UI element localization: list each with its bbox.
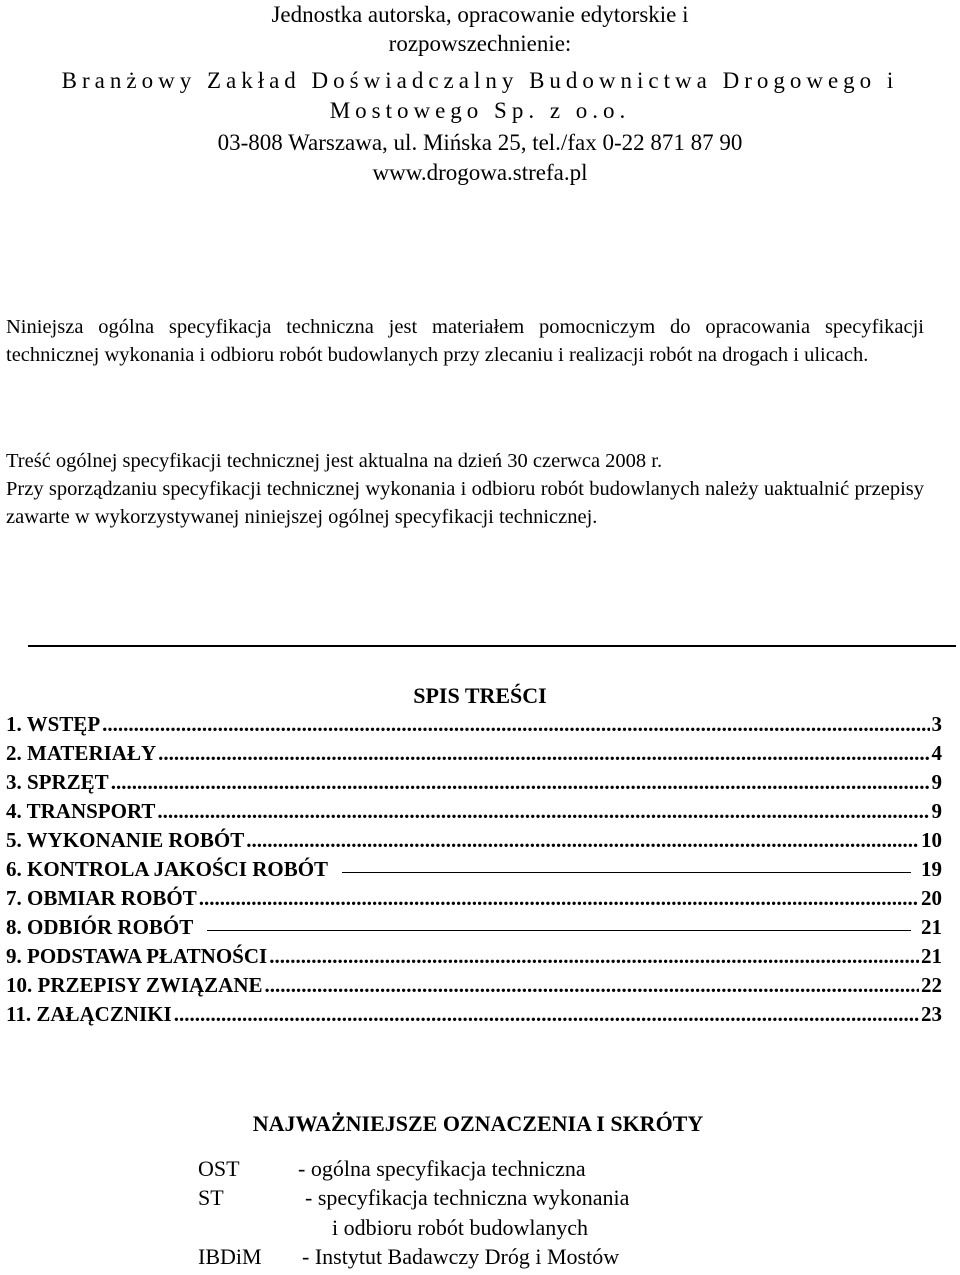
- abbreviation-key-st: ST: [198, 1185, 224, 1210]
- header-distribution-line: rozpowszechnienie:: [388, 31, 572, 56]
- toc-leader: [342, 872, 911, 873]
- section-divider: [28, 645, 956, 647]
- company-address: 03-808 Warszawa, ul. Mińska 25, tel./fax 0-22 871 87 90: [217, 130, 743, 155]
- toc-entry[interactable]: [6, 824, 942, 853]
- toc-entry[interactable]: [6, 969, 942, 998]
- toc-entry-page: 10: [921, 828, 942, 852]
- toc-leader: [111, 769, 930, 795]
- toc-entry-page: 9: [931, 770, 942, 794]
- toc-entry-label: 7. OBMIAR ROBÓT: [6, 886, 197, 910]
- validity-date-line: Treść ogólnej specyfikacji technicznej jest aktualna na dzień 30 czerwca 2008 r.: [6, 450, 663, 472]
- toc-entry-label: 2. MATERIAŁY: [6, 741, 157, 765]
- toc-entry-label: 4. TRANSPORT: [6, 799, 156, 823]
- header-authorship-line: Jednostka autorska, opracowanie edytorskie i: [271, 2, 689, 27]
- toc-entry-page: 9: [931, 799, 942, 823]
- toc-entry-page: 21: [921, 915, 942, 939]
- toc-entry[interactable]: [6, 795, 942, 824]
- abbreviations-title: NAJWAŻNIEJSZE OZNACZENIA I SKRÓTY: [252, 1111, 704, 1136]
- toc-leader: [207, 930, 911, 931]
- toc-entry-label: 10. PRZEPISY ZWIĄZANE: [6, 973, 263, 997]
- toc-leader: [246, 827, 919, 853]
- company-name-line1: Branżowy Zakład Doświadczalny Budownictwa Drogowego i: [61, 68, 899, 93]
- abbreviation-key-ibdim: IBDiM: [198, 1244, 262, 1269]
- abbreviation-definition-st-continued: i odbioru robót budowlanych: [332, 1215, 589, 1240]
- toc-entry[interactable]: [6, 737, 942, 766]
- intro-paragraph: Niniejsza ogólna specyfikacja techniczna jest materiałem pomocniczym do opracowania specyfikacji technicznej wykonania i odbioru robót budowlanych przy zlecaniu i realizacji robót na drogach i ulicach.: [6, 316, 924, 366]
- toc-leader: [102, 711, 929, 737]
- toc-leader: [265, 972, 919, 998]
- toc-title: SPIS TREŚCI: [413, 683, 547, 708]
- toc-leader: [158, 740, 929, 766]
- abbreviation-key-ost: OST: [198, 1156, 240, 1181]
- abbreviation-definition-ost: - ogólna specyfikacja techniczna: [298, 1156, 586, 1181]
- toc-entry[interactable]: [6, 766, 942, 795]
- company-name-line2: Mostowego Sp. z o.o.: [329, 98, 631, 123]
- toc-entry-page: 3: [931, 712, 942, 736]
- toc-entry[interactable]: [6, 940, 942, 969]
- toc-entry-label: 6. KONTROLA JAKOŚCI ROBÓT: [6, 857, 329, 881]
- toc-entry-page: 19: [921, 857, 942, 881]
- toc-entry-page: 23: [921, 1002, 942, 1026]
- toc-entry-label: 5. WYKONANIE ROBÓT: [6, 828, 245, 852]
- toc-entry-label: 11. ZAŁĄCZNIKI: [6, 1002, 172, 1026]
- toc-entry-label: 1. WSTĘP: [6, 712, 101, 736]
- toc-entry-page: 22: [921, 973, 942, 997]
- toc-entry-label: 9. PODSTAWA PŁATNOŚCI: [6, 944, 268, 968]
- abbreviation-definition-st: - specyfikacja techniczna wykonania: [305, 1185, 630, 1210]
- toc-leader: [174, 1001, 919, 1027]
- toc-entry-page: 20: [921, 886, 942, 910]
- toc-leader: [199, 885, 919, 911]
- toc-entry[interactable]: [6, 853, 942, 882]
- toc-entry-page: 21: [921, 944, 942, 968]
- abbreviation-definition-ibdim: - Instytut Badawczy Dróg i Mostów: [302, 1244, 620, 1269]
- toc-entry-label: 3. SPRZĘT: [6, 770, 109, 794]
- toc-leader: [157, 798, 929, 824]
- toc-entry-label: 8. ODBIÓR ROBÓT: [6, 915, 194, 939]
- toc-entry[interactable]: [6, 998, 942, 1027]
- toc-entry[interactable]: [6, 882, 942, 911]
- update-note-paragraph: Przy sporządzaniu specyfikacji technicznej wykonania i odbioru robót budowlanych należy uaktualnić przepisy zawarte w wykorzystywanej niniejszej ogólnej specyfikacji technicznej.: [6, 478, 924, 528]
- company-website[interactable]: www.drogowa.strefa.pl: [372, 160, 588, 185]
- toc-entry[interactable]: [6, 911, 942, 940]
- toc-entry-page: 4: [931, 741, 942, 765]
- toc-leader: [269, 943, 919, 969]
- toc-entry[interactable]: [6, 708, 942, 737]
